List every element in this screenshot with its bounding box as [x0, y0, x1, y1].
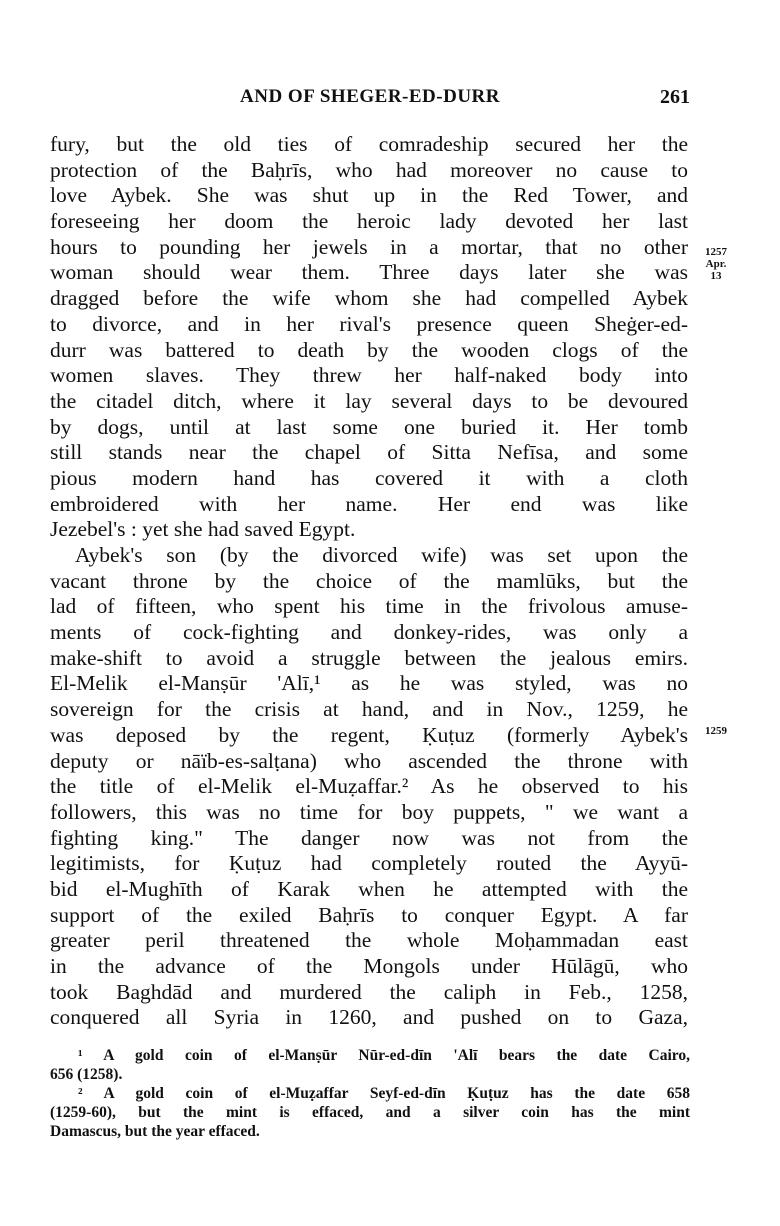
text-line: Jezebel's : yet she had saved Egypt.: [50, 517, 356, 542]
page-number: 261: [660, 86, 690, 108]
text-line: fury, but the old ties of comradeship secured her the: [50, 132, 688, 156]
text-line: deputy or nāïb-es-salṭana) who ascended the throne with: [50, 748, 688, 773]
text-line: still stands near the chapel of Sitta Nefīsa, and some: [50, 440, 688, 465]
margin-note-year: 1259: [705, 725, 727, 737]
text-line: took Baghdād and murdered the caliph in Feb., 1258,: [50, 979, 688, 1004]
paragraph: [50, 543, 688, 1031]
text-line: in the advance of the Mongols under Hūlāgū, who: [50, 954, 688, 978]
text-line: by dogs, until at last some one buried it. Her tomb: [50, 414, 688, 439]
footnote: [50, 1046, 690, 1084]
text-line: vacant throne by the choice of the mamlūks, but the: [50, 568, 688, 593]
text-line: dragged before the wife whom she had compelled Aybek: [50, 286, 688, 311]
text-line: make-shift to avoid a struggle between the jealous emirs.: [50, 645, 688, 670]
text-line: durr was battered to death by the wooden clogs of the: [50, 337, 688, 362]
text-line: hours to pounding her jewels in a mortar, that no other: [50, 234, 688, 259]
footnote-line: ¹ A gold coin of el-Manṣūr Nūr-ed-dīn 'Alī bears the date Cairo,: [78, 1047, 690, 1064]
text-line: lad of fifteen, who spent his time in the frivolous amuse-: [50, 594, 688, 619]
text-line: Aybek's son (by the divorced wife) was set upon the: [75, 543, 688, 567]
footnote-line: 656 (1258).: [50, 1066, 123, 1083]
text-line: fighting king." The danger now was not from the: [50, 825, 688, 850]
margin-note-month: Apr.: [705, 258, 727, 270]
text-line: embroidered with her name. Her end was like: [50, 491, 688, 516]
footnote-line: (1259-60), but the mint is effaced, and a silver coin has the mint: [50, 1104, 690, 1121]
page-header: [50, 86, 690, 114]
footnotes: [50, 1046, 690, 1141]
footnote-line: ² A gold coin of el-Muẓaffar Seyf-ed-dīn Ḳuṭuz has the date 658: [78, 1085, 690, 1102]
body-text: [50, 132, 688, 1031]
text-line: woman should wear them. Three days later she was: [50, 260, 688, 285]
text-line: to divorce, and in her rival's presence queen Sheġer-ed-: [50, 311, 688, 336]
text-line: bid el-Mughīth of Karak when he attempted with the: [50, 876, 688, 901]
text-line: pious modern hand has covered it with a cloth: [50, 465, 688, 490]
text-line: women slaves. They threw her half-naked body into: [50, 363, 688, 388]
running-head: AND OF SHEGER-ED-DURR: [240, 86, 500, 107]
margin-note-date: [696, 246, 736, 282]
text-line: was deposed by the regent, Ḳuṭuz (formerly Aybek's: [50, 722, 688, 747]
text-line: greater peril threatened the whole Moḥammadan east: [50, 928, 688, 953]
text-line: love Aybek. She was shut up in the Red Tower, and: [50, 183, 688, 208]
footnote: [50, 1084, 690, 1141]
text-line: foreseeing her doom the heroic lady devoted her last: [50, 209, 688, 234]
text-line: ments of cock-fighting and donkey-rides, was only a: [50, 620, 688, 645]
text-line: conquered all Syria in 1260, and pushed on to Gaza,: [50, 1005, 688, 1030]
margin-note-day: 13: [710, 270, 722, 282]
footnote-line: Damascus, but the year effaced.: [50, 1123, 260, 1140]
paragraph: [50, 132, 688, 543]
margin-note-year: 1257: [705, 246, 727, 258]
text-line: protection of the Baḥrīs, who had moreover no cause to: [50, 157, 688, 182]
margin-note-date: [696, 725, 736, 737]
text-line: sovereign for the crisis at hand, and in Nov., 1259, he: [50, 697, 688, 722]
text-line: followers, this was no time for boy puppets, " we want a: [50, 799, 688, 824]
text-line: El-Melik el-Manṣūr 'Alī,¹ as he was styled, was no: [50, 671, 688, 696]
text-line: support of the exiled Baḥrīs to conquer Egypt. A far: [50, 902, 688, 927]
text-line: the citadel ditch, where it lay several days to be devoured: [50, 388, 688, 413]
text-line: legitimists, for Ḳuṭuz had completely routed the Ayyū-: [50, 851, 688, 876]
text-line: the title of el-Melik el-Muẓaffar.² As he observed to his: [50, 774, 688, 799]
